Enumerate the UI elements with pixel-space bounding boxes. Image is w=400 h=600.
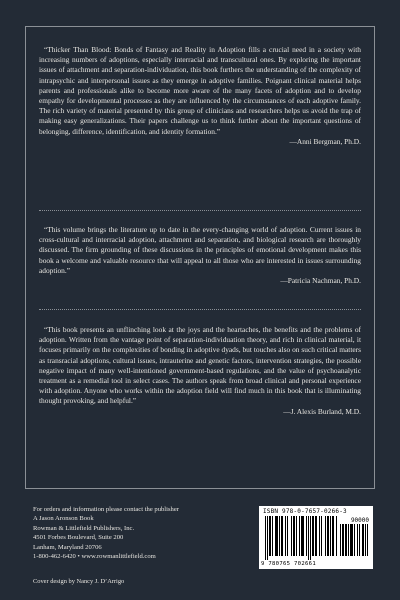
ean-barcode-bars — [265, 516, 337, 560]
barcode-bar — [265, 516, 266, 560]
barcode-bar — [332, 516, 334, 556]
barcode-bar — [342, 524, 344, 556]
barcode-bar — [312, 516, 314, 556]
barcode-bar — [287, 516, 288, 556]
publisher-address: 4501 Forbes Boulevard, Suite 200 — [33, 534, 124, 542]
barcode-bar — [330, 516, 331, 556]
barcode-bar — [306, 516, 307, 556]
barcode-bar — [301, 516, 304, 556]
barcode-bar — [299, 516, 300, 556]
barcode-bar — [325, 516, 326, 556]
publisher-city: Lanham, Maryland 20706 — [33, 543, 102, 551]
barcode-bar — [336, 516, 337, 556]
dotted-divider — [39, 309, 361, 310]
barcode-bar — [267, 516, 268, 560]
review-bergman — [39, 45, 361, 147]
barcode-bar — [362, 524, 364, 556]
barcode-bar — [345, 524, 347, 556]
review-quote: “Thicker Than Blood: Bonds of Fantasy and Reality in Adoption fills a crucial need in a society with increasing numbers of adoptions, especially interracial and transcultural ones. By exploring the important issues of attachment and separation-individuation, this book furthers the understanding of the complexity of intrapsychic and interpersonal issues as they emerge in adoptive families. Poignant clinical material helps parents and professionals alike to become more aware of the many facets of adoption and to develop empathy for developmental processes as they are influenced by the circumstances of each adoptive family. The rich variety of material presented by this group of clinicians and researchers helps us avoid the trap of making easy generalizations. Their papers challenge us to think further about the important questions of belonging, difference, identification, and identity formation.” — [39, 45, 361, 136]
barcode-bar — [279, 516, 280, 556]
barcode-bar — [319, 516, 320, 556]
review-quote: “This volume brings the literature up to date in the every-changing world of adoption. Current issues in cross-cultural and interracial adoption, attachment and separation, and biological research are thoroughly discussed. The firm grounding of these discussions in the principles of emotional development makes this book a welcome and valuable resource that will appeal to all those who are interested in issues surrounding adoption.” — [39, 225, 361, 275]
publisher-contact: 1-800-462-6420 • www.rowmanlittlefield.com — [33, 553, 156, 561]
barcode-bar — [365, 524, 366, 556]
barcode-bar — [285, 516, 286, 556]
barcode-bar — [359, 524, 360, 556]
barcode-bar — [340, 524, 341, 556]
barcode-bar — [291, 516, 292, 556]
price-code: 90000 — [350, 517, 369, 524]
barcode-bar — [350, 524, 353, 556]
barcode-bar — [315, 516, 317, 556]
publisher-info — [33, 505, 233, 561]
barcode-bar — [321, 516, 322, 556]
cover-design-credit: Cover design by Nancy J. D’Arrigo — [33, 578, 125, 585]
barcode-bar — [296, 516, 297, 556]
dotted-divider — [39, 210, 361, 211]
barcode — [259, 506, 373, 569]
review-burland — [39, 325, 361, 417]
barcode-bar — [354, 524, 355, 556]
review-nachman — [39, 225, 361, 286]
isbn-label: ISBN 978-0-7657-0266-3 — [263, 508, 347, 515]
barcode-bar — [348, 524, 349, 556]
review-author: —J. Alexis Burland, M.D. — [283, 406, 361, 416]
ean-digits: 9 780765 702661 — [261, 561, 317, 567]
review-quote: “This book presents an unflinching look at the joys and the heartaches, the benefits and the problems of adoption. Written from the vantage point of separation-individuation theory, and rich in clinical material, it focuses primarily on the complexities of bonding in adoptive dyads, but touches also on such critical matters as transracial adoptions, cultural issues, intrauterine and genetic factors, intervention strategies, the possible negative impact of many well-intentioned government-based regulations, and the value of psychoanalytic treatment as a remedial tool in select cases. The authors speak from broad clinical and personal experience with adoption. Anyone who works within the adoption field will find much in this book that is illuminating thought provoking, and helpful.” — [39, 325, 361, 406]
addon-barcode-bars — [340, 524, 368, 560]
barcode-bar — [281, 516, 283, 556]
barcode-bar — [269, 516, 271, 556]
barcode-bar — [327, 516, 329, 556]
publisher-name: Rowman & Littlefield Publishers, Inc. — [33, 524, 135, 532]
barcode-bar — [275, 516, 278, 556]
barcode-bar — [293, 516, 295, 556]
review-author: —Patricia Nachman, Ph.D. — [280, 276, 361, 286]
barcode-bar — [367, 524, 368, 556]
barcode-bar — [308, 516, 309, 560]
barcode-bar — [272, 516, 273, 556]
review-author: —Anni Bergman, Ph.D. — [289, 136, 361, 146]
barcode-bar — [310, 516, 311, 560]
imprint-line: A Jason Aronson Book — [33, 515, 94, 523]
ordering-line: For orders and information please contact the publisher — [33, 506, 179, 513]
barcode-bar — [357, 524, 358, 556]
